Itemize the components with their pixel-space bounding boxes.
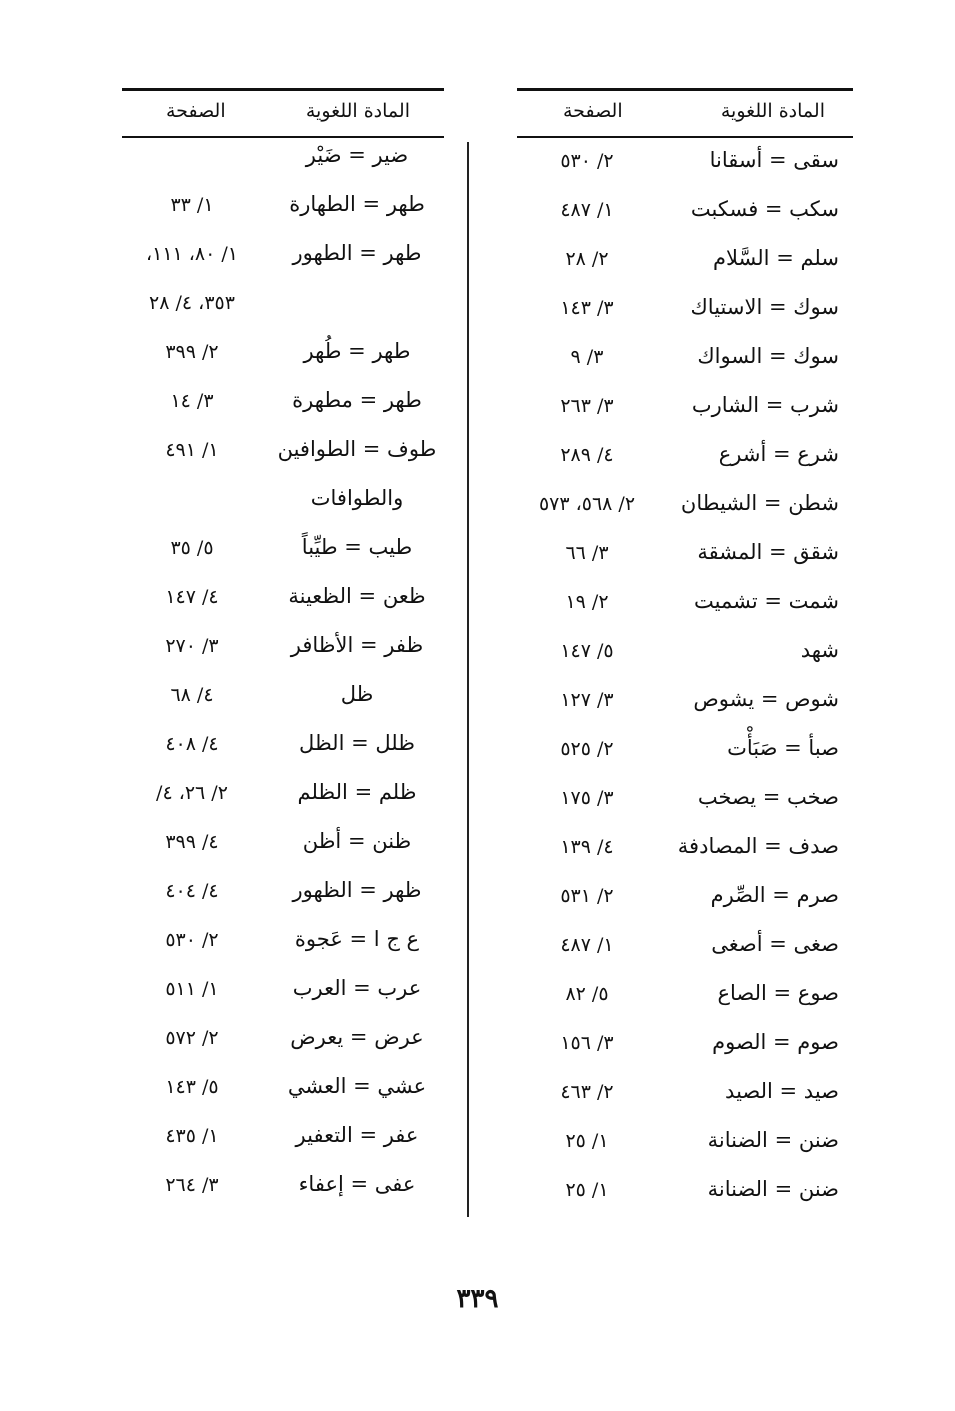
entry-word: صغى = أصغى bbox=[711, 932, 839, 956]
entry-word: صبأ = صَبَأْت bbox=[727, 736, 839, 760]
entry-page-ref: ٢/ ٥٣٠ bbox=[560, 150, 614, 172]
entry-page-ref: ٤/ ٦٨ bbox=[170, 684, 214, 706]
entry-page-ref: ٥/ ٨٢ bbox=[565, 983, 609, 1005]
index-entry bbox=[517, 491, 853, 540]
entry-page-ref: ٥/ ٣٥ bbox=[170, 537, 214, 559]
entry-page-ref: ١/ ٨٠، ١١١، bbox=[145, 243, 239, 265]
index-entry bbox=[517, 687, 853, 736]
entry-page-ref: ٣/ ٢٦٤ bbox=[165, 1174, 219, 1196]
entry-word: ظنن = أظن bbox=[302, 829, 412, 853]
entry-page-ref: ٢/ ٥٧٢ bbox=[165, 1027, 219, 1049]
index-entry bbox=[122, 1025, 444, 1074]
entry-word: طهر = الطهارة bbox=[289, 192, 425, 216]
entry-page-ref: ٣/ ١٢٧ bbox=[560, 689, 614, 711]
entry-page-ref: ٣/ ١٥٦ bbox=[560, 1032, 614, 1054]
entry-page-ref: ١/ ٤٨٧ bbox=[560, 934, 614, 956]
page-number: ٣٣٩ bbox=[456, 1284, 499, 1314]
entry-word: ع ج ا = عَجوة bbox=[294, 927, 420, 951]
header-word: المادة اللغوية bbox=[305, 100, 410, 122]
entry-word: شهد bbox=[800, 638, 839, 662]
index-entry bbox=[122, 1123, 444, 1172]
entry-page-ref: ١/ ٤٩١ bbox=[165, 439, 219, 461]
index-entry bbox=[122, 1172, 444, 1221]
entry-page-ref: ٢/ ٥٢٥ bbox=[560, 738, 614, 760]
entry-page-ref: ٢/ ٥٦٨، ٥٧٣ bbox=[538, 493, 636, 515]
entry-word: شطن = الشيطان bbox=[680, 491, 839, 515]
entry-page-ref: ٢/ ٤٦٣ bbox=[560, 1081, 614, 1103]
entry-word: ظعن = الظعينة bbox=[288, 584, 426, 608]
index-entry bbox=[517, 393, 853, 442]
entry-word: عفى = إعفاء bbox=[298, 1172, 416, 1196]
column-header bbox=[122, 88, 444, 138]
index-entry bbox=[122, 633, 444, 682]
entry-page-ref: ١/ ٥١١ bbox=[165, 978, 219, 1000]
entry-word: سقى = أسقانا bbox=[709, 148, 839, 172]
entry-word: ضير = ضَيْر bbox=[305, 143, 409, 167]
index-entry bbox=[122, 682, 444, 731]
entry-page-ref: ٢/ ٥٣٠ bbox=[165, 929, 219, 951]
entry-page-ref: ٣/ ٦٦ bbox=[565, 542, 609, 564]
index-column-left bbox=[122, 88, 444, 1196]
index-entry bbox=[122, 437, 444, 486]
entry-page-ref: ٤/ ٤٠٤ bbox=[165, 880, 219, 902]
index-entry bbox=[122, 486, 444, 535]
entry-page-ref: ٣/ ١٤ bbox=[170, 390, 214, 412]
index-entry bbox=[122, 780, 444, 829]
entry-word: شقق = المشقة bbox=[697, 540, 839, 564]
entry-word: طهر = طُهر bbox=[303, 339, 411, 363]
entry-page-ref: ٣/ ١٤٣ bbox=[560, 297, 614, 319]
entry-page-ref: ٣/ ٩ bbox=[570, 346, 604, 368]
index-entry bbox=[517, 148, 853, 197]
index-entry bbox=[517, 638, 853, 687]
entry-word: ظل bbox=[340, 682, 374, 706]
entry-word: عرب = العرب bbox=[292, 976, 422, 1000]
entry-page-ref: ١/ ٢٥ bbox=[565, 1130, 609, 1152]
entry-word: شوص = يشوص bbox=[693, 687, 839, 711]
entry-page-ref: ٤/ ٣٩٩ bbox=[165, 831, 219, 853]
entry-page-ref: ٣/ ٢٧٠ bbox=[165, 635, 219, 657]
entry-word: سكب = فسكبت bbox=[690, 197, 839, 221]
entry-word: ضنن = الضنانة bbox=[707, 1177, 839, 1201]
index-entry bbox=[122, 731, 444, 780]
index-entry bbox=[517, 883, 853, 932]
index-column-right bbox=[517, 88, 853, 1201]
entry-word: طهر = الطهور bbox=[292, 241, 422, 265]
entry-page-ref: ١/ ٢٥ bbox=[565, 1179, 609, 1201]
entry-page-ref: ٥/ ١٤٧ bbox=[560, 640, 614, 662]
entry-word: والطوافات bbox=[310, 486, 404, 510]
index-entry bbox=[122, 584, 444, 633]
index-entry bbox=[122, 339, 444, 388]
entry-word: عشي = العشي bbox=[287, 1074, 427, 1098]
index-entry bbox=[517, 834, 853, 883]
column-header bbox=[517, 88, 853, 138]
entry-page-ref: ٢/ ٢٦، ٤/ bbox=[156, 782, 228, 804]
index-entry bbox=[122, 192, 444, 241]
entry-word: عرض = يعرض bbox=[290, 1025, 424, 1049]
index-entry bbox=[517, 785, 853, 834]
entry-page-ref: ٤/ ٢٨٩ bbox=[560, 444, 614, 466]
entry-word: ظهر = الظهور bbox=[292, 878, 422, 902]
entry-page-ref: ٢/ ١٩ bbox=[565, 591, 609, 613]
entry-word: صرم = الصِّرم bbox=[710, 883, 839, 907]
entry-page-ref: ١/ ٣٣ bbox=[170, 194, 214, 216]
entry-word: طهر = مطهرة bbox=[292, 388, 422, 412]
entry-word: عفر = التعفير bbox=[295, 1123, 419, 1147]
column-divider bbox=[467, 142, 469, 1217]
index-entry bbox=[517, 295, 853, 344]
index-entry bbox=[517, 1128, 853, 1177]
index-entry bbox=[517, 246, 853, 295]
index-entry bbox=[517, 736, 853, 785]
entry-page-ref: ٢/ ٣٩٩ bbox=[165, 341, 219, 363]
index-entry bbox=[517, 932, 853, 981]
entry-word: شرب = الشارب bbox=[691, 393, 839, 417]
index-entry bbox=[122, 388, 444, 437]
entry-word: ضنن = الضنانة bbox=[707, 1128, 839, 1152]
index-entry bbox=[517, 1030, 853, 1079]
entry-page-ref: ٤/ ١٤٧ bbox=[165, 586, 219, 608]
index-entry bbox=[122, 241, 444, 290]
entry-word: ظفر = الأظافر bbox=[290, 633, 424, 657]
entry-word: صوع = الصاع bbox=[717, 981, 839, 1005]
entry-page-ref: ٢/ ٥٣١ bbox=[560, 885, 614, 907]
index-entry bbox=[517, 442, 853, 491]
header-word: المادة اللغوية bbox=[720, 100, 825, 122]
entry-word: صدف = المصادفة bbox=[677, 834, 839, 858]
index-entry bbox=[517, 589, 853, 638]
entry-page-ref: ٢/ ٢٨ bbox=[565, 248, 609, 270]
index-entry bbox=[517, 540, 853, 589]
entry-word: سلم = السَّلام bbox=[713, 246, 839, 270]
index-entry bbox=[122, 143, 444, 192]
index-entry bbox=[517, 197, 853, 246]
header-page: الصفحة bbox=[563, 100, 623, 122]
index-entry bbox=[517, 1177, 853, 1226]
entry-word: شمت = تشميت bbox=[694, 589, 839, 613]
entry-list bbox=[517, 148, 853, 1226]
entry-page-ref: ٣/ ١٧٥ bbox=[560, 787, 614, 809]
entry-page-ref: ٥/ ١٤٣ bbox=[165, 1076, 219, 1098]
index-entry bbox=[122, 1074, 444, 1123]
index-entry bbox=[122, 290, 444, 339]
entry-page-ref: ٤/ ٤٠٨ bbox=[165, 733, 219, 755]
entry-word: طيب = طيِّباً bbox=[301, 535, 413, 559]
entry-word: شرع = أشرع bbox=[718, 442, 839, 466]
entry-page-ref: ١/ ٤٨٧ bbox=[560, 199, 614, 221]
index-entry bbox=[122, 535, 444, 584]
entry-word: طوف = الطوافين bbox=[277, 437, 437, 461]
entry-list bbox=[122, 143, 444, 1221]
index-entry bbox=[122, 927, 444, 976]
entry-page-ref: ٣٥٣، ٤/ ٢٨ bbox=[149, 292, 235, 314]
index-entry bbox=[517, 981, 853, 1030]
index-entry bbox=[517, 1079, 853, 1128]
entry-word: صخب = يصخب bbox=[697, 785, 839, 809]
entry-word: ظلم = الظلم bbox=[297, 780, 417, 804]
index-entry bbox=[122, 976, 444, 1025]
index-entry bbox=[517, 344, 853, 393]
entry-word: ظلل = الظل bbox=[299, 731, 415, 755]
index-entry bbox=[122, 829, 444, 878]
entry-page-ref: ١/ ٤٣٥ bbox=[165, 1125, 219, 1147]
entry-word: صوم = الصوم bbox=[712, 1030, 839, 1054]
entry-page-ref: ٣/ ٢٦٣ bbox=[560, 395, 614, 417]
entry-word: سوك = الاستياك bbox=[690, 295, 839, 319]
entry-page-ref: ٤/ ١٣٩ bbox=[560, 836, 614, 858]
index-entry bbox=[122, 878, 444, 927]
entry-word: سوك = السواك bbox=[697, 344, 839, 368]
entry-word: صيد = الصيد bbox=[725, 1079, 839, 1103]
header-page: الصفحة bbox=[166, 100, 226, 122]
